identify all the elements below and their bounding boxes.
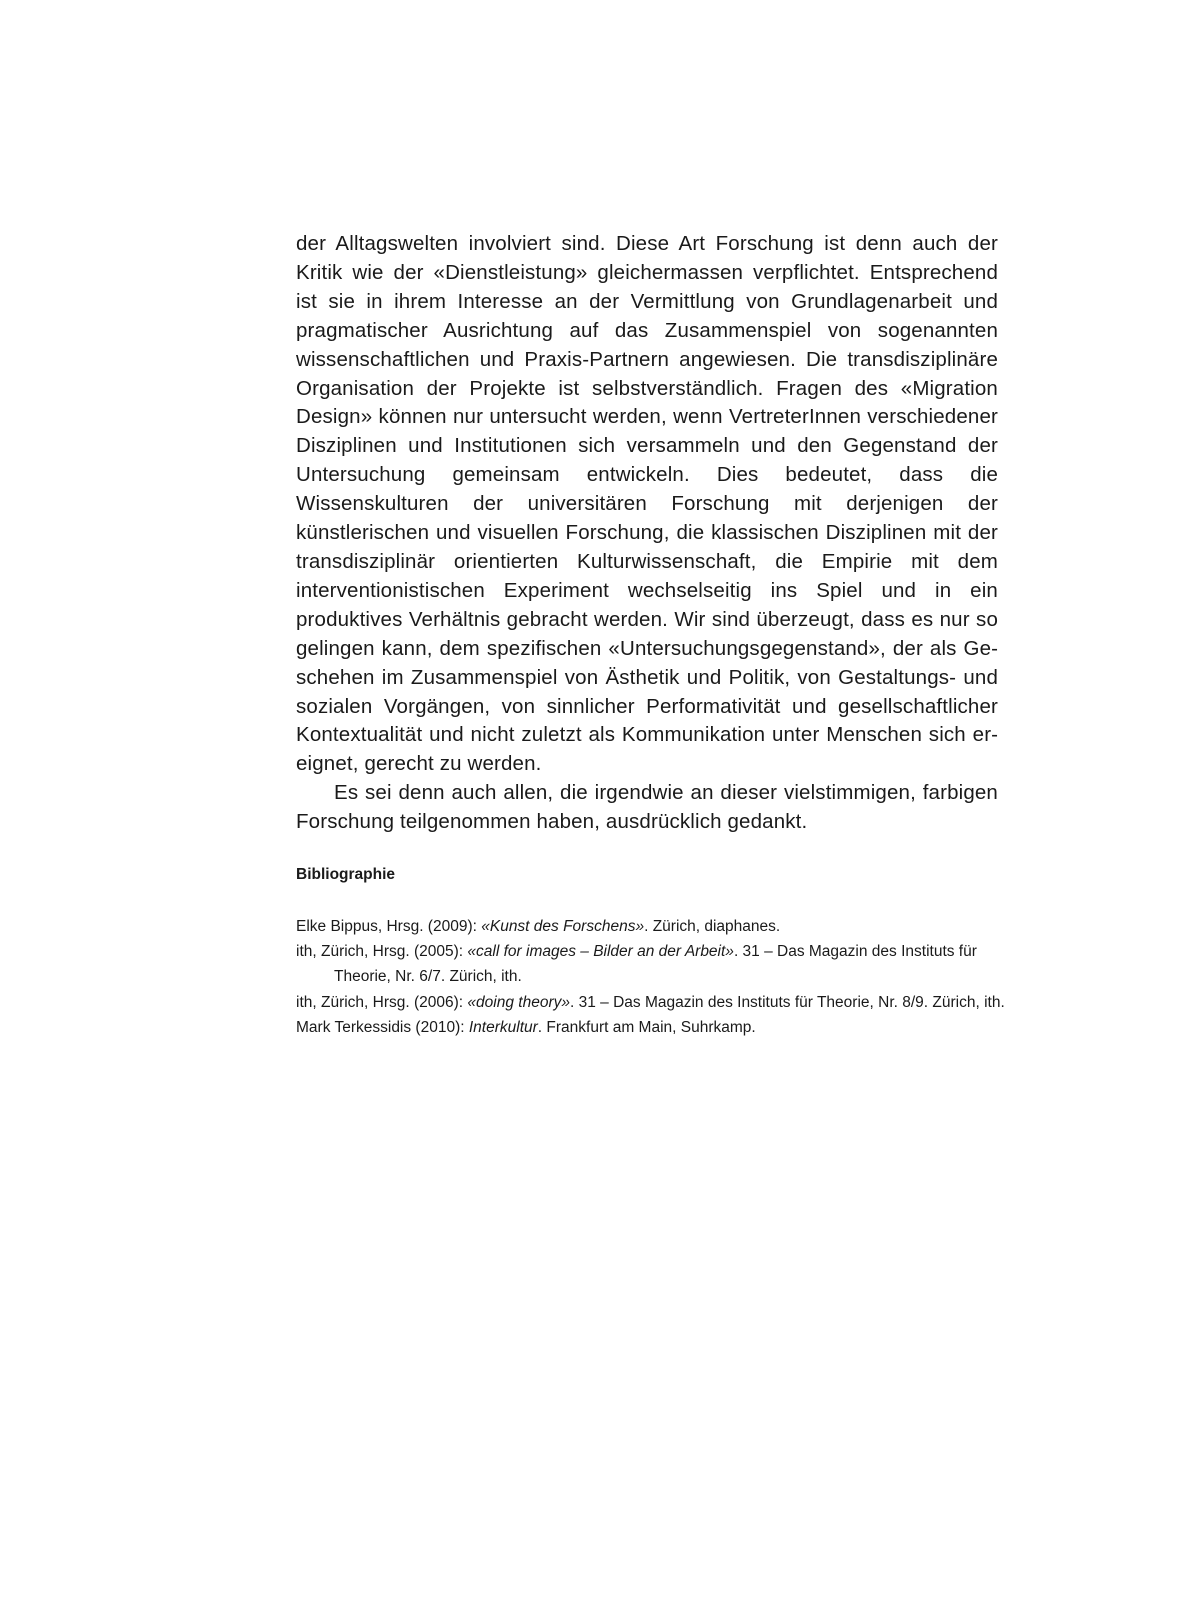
bibliography-entry bbox=[296, 1015, 1006, 1040]
bibliography-list bbox=[296, 914, 1006, 1040]
entry-author: ith, Zürich, Hrsg. (2005): bbox=[296, 943, 468, 961]
entry-title: «Kunst des Forschens» bbox=[481, 918, 645, 935]
entry-author: Mark Terkessidis (2010): bbox=[296, 1018, 469, 1036]
bibliography-heading: Bibliographie bbox=[296, 866, 396, 883]
body-paragraph: Es sei denn auch allen, die irgendwie an dieser vielstimmigen, farbigen Forschung teilgenommen haben, ausdrücklich gedankt. bbox=[296, 781, 998, 834]
entry-author: ith, Zürich, Hrsg. (2006): bbox=[296, 993, 468, 1011]
bibliography-entry bbox=[296, 990, 1006, 1015]
entry-publication: . 31 – Das Magazin des Instituts für Theorie, Nr. 6/7. Zürich, ith. bbox=[334, 943, 977, 986]
entry-title: «call for images – Bilder an der Arbeit» bbox=[467, 943, 734, 961]
entry-publication: . Frankfurt am Main, Suhrkamp. bbox=[537, 1018, 756, 1036]
entry-author: Elke Bippus, Hrsg. (2009): bbox=[296, 918, 482, 935]
body-paragraph: der Alltagswelten involviert sind. Diese Art Forschung ist denn auch der Kritik wie der «Dienstleistung» gleichermassen verpflichtet. Entsprechend ist sie in ihrem Interesse an der Vermittlung von Grundlagenarbeit und pragmatischer Ausrichtung auf das Zusammenspiel von sogenannten wissenschaftlichen und Praxis-Partnern angewiesen. Die transdisziplinäre Organisation der Projekte ist selbstverständlich. Fragen des «Migration Design» können nur untersucht werden, wenn VertreterInnen verschiedener Disziplinen und Institutionen sich versammeln und den Gegenstand der Untersuchung gemeinsam entwickeln. Dies bedeutet, dass die Wissenskulturen der universitären Forschung mit derjenigen der künstlerischen und visuellen Forschung, die klassischen Disziplinen mit der transdisziplinär orientierten Kulturwissenschaft, die Empirie mit dem interventionistischen Experiment wechselseitig ins Spiel und in ein produktives Verhältnis gebracht werden. Wir sind überzeugt, dass es nur so gelingen kann, dem spezifischen «Untersuchungsgegenstand», der als Geschehen im Zusammenspiel von Ästhetik und Politik, von Gestaltungs- und sozialen Vorgängen, von sinnlicher Performativität und gesellschaftlicher Kontextualität und nicht zuletzt als Kommunikation unter Menschen sich ereignet, gerecht zu werden. bbox=[296, 232, 998, 776]
entry-title: «doing theory» bbox=[467, 993, 570, 1011]
entry-publication: . 31 – Das Magazin des Instituts für Theorie, Nr. 8/9. Zürich, ith. bbox=[569, 993, 1005, 1011]
entry-publication: . Zürich, diaphanes. bbox=[644, 918, 781, 935]
bibliography-entry bbox=[296, 939, 1006, 989]
bibliography-entry bbox=[296, 914, 1006, 939]
main-text bbox=[296, 230, 998, 837]
entry-title: Interkultur bbox=[468, 1018, 538, 1036]
